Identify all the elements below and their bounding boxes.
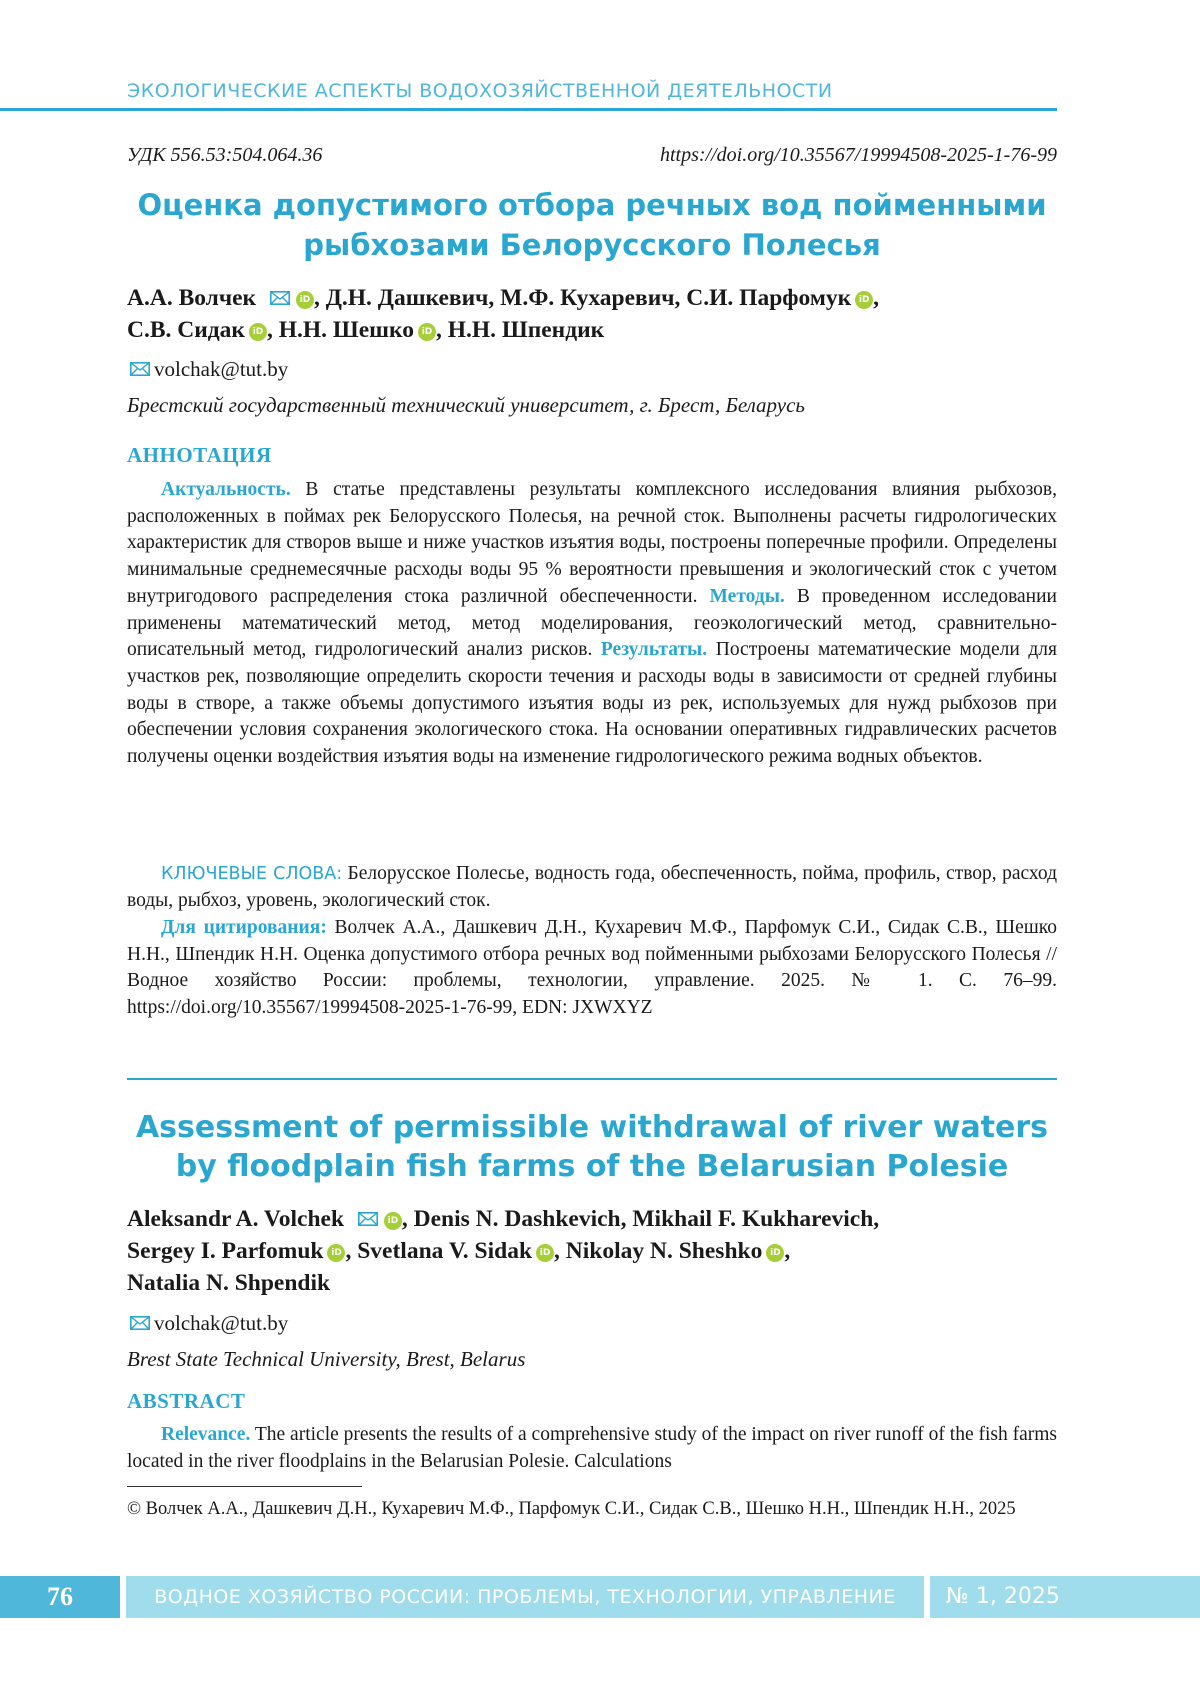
email-address[interactable]: volchak@tut.by [154,357,289,381]
journal-name: ВОДНОЕ ХОЗЯЙСТВО РОССИИ: ПРОБЛЕМЫ, ТЕХНОЛОГИИ, УПРАВЛЕНИЕ [126,1576,924,1618]
udc-code: УДК 556.53:504.064.36 [127,144,323,166]
author-name: А.А. Волчек [127,285,257,311]
article-title-en: Assessment of permissible withdrawal of river waters by floodplain fish farms of the Belarusian Polesie [135,1110,1049,1184]
email-en [130,1311,730,1336]
affiliation-ru: Брестский государственный технический университет, г. Брест, Беларусь [127,393,805,417]
results-text: Построены математические модели для участков рек, позволяющие определить скорости течения и расходы воды в зависимости от средней глубины воды в створе, а также объемы допустимого изъятия воды из рек, используемых для нужд рыбхозов при обеспечении условия сохранения экологического стока. На основании оперативных гидравлических расчетов получены оценки воздействия изъятия воды на изменение гидрологического режима водных объектов. [127,639,1057,768]
author-name: Д.Н. Дашкевич [325,285,489,311]
email-icon [130,1316,150,1330]
issue-number: № 1, 2025 [930,1576,1200,1618]
doi-link[interactable]: https://doi.org/10.35567/19994508-2025-1-76-99 [659,144,1057,166]
orcid-icon[interactable]: iD [418,323,436,341]
page-number: 76 [0,1576,120,1618]
citation-ru [127,915,1057,1022]
email-icon[interactable] [270,291,290,305]
methods-label: Методы. [709,585,785,607]
email-ru [130,357,730,382]
relevance-label: Актуальность. [161,479,291,500]
author-name: Nikolay N. Sheshko [565,1238,763,1264]
author-name: Sergey I. Parfomuk [127,1238,324,1264]
author-name: С.В. Сидак [127,317,245,343]
abstract-en [127,1422,1057,1475]
affiliation-en: Brest State Technical University, Brest, Belarus [127,1347,526,1371]
article-title-ru: Оценка допустимого отбора речных вод пойменными рыбхозами Белорусского Полесья [137,188,1047,262]
methods-text: В проведенном исследовании применены математический метод, метод моделирования, геоэкологический метод, сравнительно-описательный метод, гидрологический анализ рисков. [127,585,1057,661]
citation-label: Для цитирования: [161,917,327,938]
author-name: Natalia N. Shpendik [127,1270,331,1296]
orcid-icon[interactable]: iD [327,1244,345,1262]
footnote-rule [127,1486,362,1487]
author-name: Aleksandr A. Volchek [127,1206,345,1232]
orcid-icon[interactable]: iD [296,291,314,309]
relevance-label: Relevance. [161,1424,251,1445]
author-name: Н.Н. Шешко [278,317,414,343]
relevance-text: The article presents the results of a comprehensive study of the impact on river runoff of the fish farms located in the river floodplains in the Belarusian Polesie. Calculations [127,1424,1058,1472]
keywords-text: Белорусское Полесье, водность года, обеспеченность, пойма, профиль, створ, расход воды, рыбхоз, уровень, экологический сток. [127,863,1057,911]
orcid-icon[interactable]: iD [536,1244,554,1262]
abstract-ru [127,477,1057,771]
author-name: М.Ф. Кухаревич [500,285,675,311]
orcid-icon[interactable]: iD [384,1212,402,1230]
email-address[interactable]: volchak@tut.by [154,1311,289,1335]
author-name: Svetlana V. Sidak [357,1238,533,1264]
header-rule [0,108,1057,111]
authors-ru: А.А. Волчек iD , Д.Н. Дашкевич, М.Ф. Кухаревич, С.И. Парфомук iD , С.В. Сидак iD , Н.Н. Шешко iD , Н.Н. Шпендик [127,285,880,343]
author-name: Denis N. Dashkevich [413,1206,621,1232]
email-icon [130,362,150,376]
abstract-heading-ru: АННОТАЦИЯ [127,443,272,467]
relevance-text: В статье представлены результаты комплексного исследования влияния рыбхозов, расположенных в поймах рек Белорусского Полесья, на речной сток. Выполнены расчеты гидрологических характеристик для створов выше и ниже участков изъятия воды, построены поперечные профили. Определены минимальные среднемесячные расходы воды 95 % вероятности превышения и экологический сток с учетом внутригодового распределения стока различной обеспеченности. [127,479,1057,607]
author-name: Mikhail F. Kukharevich [632,1206,874,1232]
section-heading: ЭКОЛОГИЧЕСКИЕ АСПЕКТЫ ВОДОХОЗЯЙСТВЕННОЙ ДЕЯТЕЛЬНОСТИ [127,80,833,102]
keywords-label: КЛЮЧЕВЫЕ СЛОВА: [161,864,343,884]
email-icon[interactable] [358,1212,378,1226]
keywords-ru [127,861,1057,914]
author-name: Н.Н. Шпендик [447,317,605,343]
orcid-icon[interactable]: iD [249,323,267,341]
authors-en: Aleksandr A. Volchek iD , Denis N. Dashkevich, Mikhail F. Kukharevich, Sergey I. Parfomuk iD , Svetlana V. Sidak iD , Nikolay N. Sheshko iD , Natalia N. Shpendik [127,1206,880,1296]
meta-line [127,144,1057,167]
citation-text: Волчек А.А., Дашкевич Д.Н., Кухаревич М.Ф., Парфомук С.И., Сидак С.В., Шешко Н.Н., Шпендик Н.Н. Оценка допустимого отбора речных вод пойменными рыбхозами Белорусского Полесья // Водное хозяйство России: проблемы, технологии, управление. 2025. № 1. С. 76–99. https://doi.org/10.35567/19994508-2025-1-76-99, EDN: JXWXYZ [127,917,1057,1019]
abstract-heading-en: ABSTRACT [127,1389,246,1413]
orcid-icon[interactable]: iD [855,291,873,309]
section-divider [127,1078,1057,1080]
copyright-footnote: © Волчек А.А., Дашкевич Д.Н., Кухаревич М.Ф., Парфомук С.И., Сидак С.В., Шешко Н.Н., Шпендик Н.Н., 2025 [127,1499,1016,1519]
author-name: С.И. Парфомук [686,285,852,311]
orcid-icon[interactable]: iD [766,1244,784,1262]
results-label: Результаты. [600,639,708,661]
